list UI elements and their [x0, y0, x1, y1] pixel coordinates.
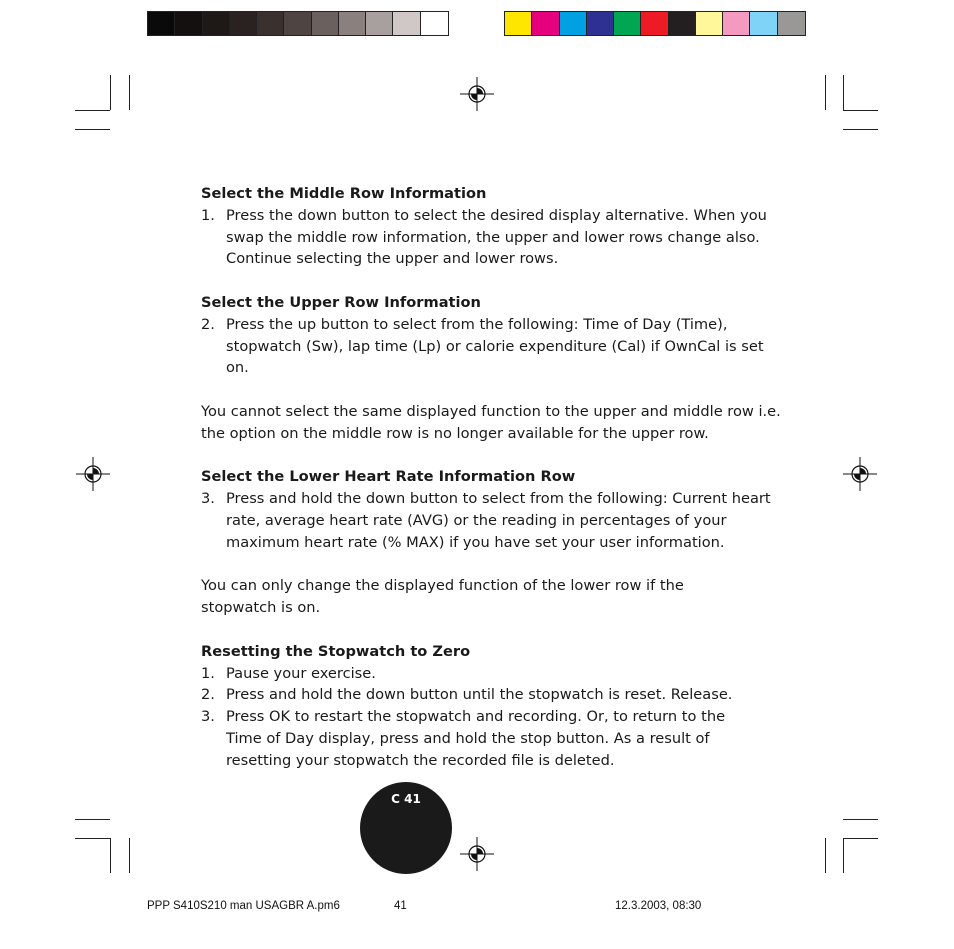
item-text: Press OK to restart the stopwatch and recording. Or, to return to the Time of Day display, press and hold the stop button. As a result of resetting your stopwatch the recorded file is deleted.: [226, 708, 726, 769]
crop-mark: [843, 838, 878, 839]
item-number: 2.: [201, 686, 215, 704]
page-number-badge: [360, 782, 452, 874]
section-heading: Select the Middle Row Information: [201, 185, 487, 202]
footer-date: 12.3.2003, 08:30: [615, 900, 702, 912]
crop-mark: [75, 819, 110, 820]
list-item: [201, 706, 781, 771]
color-swatch: [148, 12, 175, 35]
section-heading: Select the Lower Heart Rate Information Row: [201, 468, 576, 486]
color-swatch: [614, 12, 641, 35]
color-swatch: [723, 12, 750, 35]
crop-mark: [843, 819, 878, 820]
item-number: 1.: [201, 206, 215, 224]
color-swatch: [669, 12, 696, 35]
manual-body: [201, 183, 781, 772]
crop-mark: [843, 75, 844, 110]
color-swatch: [778, 12, 805, 35]
color-swatch: [339, 12, 366, 35]
item-number: 3.: [201, 490, 215, 508]
paragraph: You can only change the displayed function of the lower row if the stopwatch is on.: [201, 577, 684, 617]
color-swatch: [421, 12, 448, 35]
page-number-label: C 41: [391, 792, 421, 806]
crop-mark: [843, 110, 878, 111]
crop-mark: [110, 75, 111, 110]
list-item: [201, 205, 781, 270]
item-text: Pause your exercise.: [226, 664, 376, 682]
list-item: [201, 488, 781, 553]
list-item: [201, 663, 781, 685]
item-text: Press and hold the down button to select from the following: Current heart rate, average heart rate (AVG) or the reading in percentages of your maximum heart rate (% MAX) if you have set your user information.: [226, 490, 771, 551]
crop-mark: [825, 75, 826, 110]
color-swatch: [230, 12, 257, 35]
color-swatch: [641, 12, 668, 35]
crop-mark: [129, 75, 130, 110]
grayscale-color-bar: [147, 11, 449, 36]
color-swatch: [696, 12, 723, 35]
item-number: 2.: [201, 315, 215, 333]
crop-mark: [75, 129, 110, 130]
crop-mark: [825, 838, 826, 873]
list-item: [201, 314, 781, 379]
color-swatch: [532, 12, 559, 35]
color-swatch: [175, 12, 202, 35]
color-swatch: [257, 12, 284, 35]
paragraph: You cannot select the same displayed function to the upper and middle row i.e. the option on the middle row is no longer available for the upper row.: [201, 402, 781, 442]
color-swatch: [587, 12, 614, 35]
item-text: Press the down button to select the desired display alternative. When you swap the middle row information, the upper and lower rows change also. Continue selecting the upper and lower rows.: [226, 206, 767, 268]
crop-mark: [129, 838, 130, 873]
item-text: Press the up button to select from the following: Time of Day (Time), stopwatch (Sw), lap time (Lp) or calorie expenditure (Cal) if OwnCal is set on.: [226, 315, 764, 377]
section-heading: Resetting the Stopwatch to Zero: [201, 642, 471, 660]
list-item: [201, 684, 781, 706]
item-number: 3.: [201, 708, 215, 726]
color-swatch: [505, 12, 532, 35]
registration-mark-top: [460, 77, 494, 111]
color-swatch: [560, 12, 587, 35]
item-number: 1.: [201, 664, 215, 682]
item-text: Press and hold the down button until the stopwatch is reset. Release.: [226, 686, 733, 704]
registration-mark-right: [843, 457, 877, 491]
color-swatch: [203, 12, 230, 35]
registration-mark-left: [76, 457, 110, 491]
process-color-bar: [504, 11, 806, 36]
footer-page: 41: [394, 900, 407, 912]
section-heading: Select the Upper Row Information: [201, 293, 481, 311]
color-swatch: [284, 12, 311, 35]
crop-mark: [843, 129, 878, 130]
footer-filename: PPP S410S210 man USAGBR A.pm6: [147, 900, 340, 912]
crop-mark: [843, 838, 844, 873]
crop-mark: [75, 110, 110, 111]
crop-mark: [75, 838, 110, 839]
crop-mark: [110, 838, 111, 873]
color-swatch: [366, 12, 393, 35]
color-swatch: [312, 12, 339, 35]
registration-mark-bottom: [460, 837, 494, 871]
color-swatch: [750, 12, 777, 35]
color-swatch: [393, 12, 420, 35]
